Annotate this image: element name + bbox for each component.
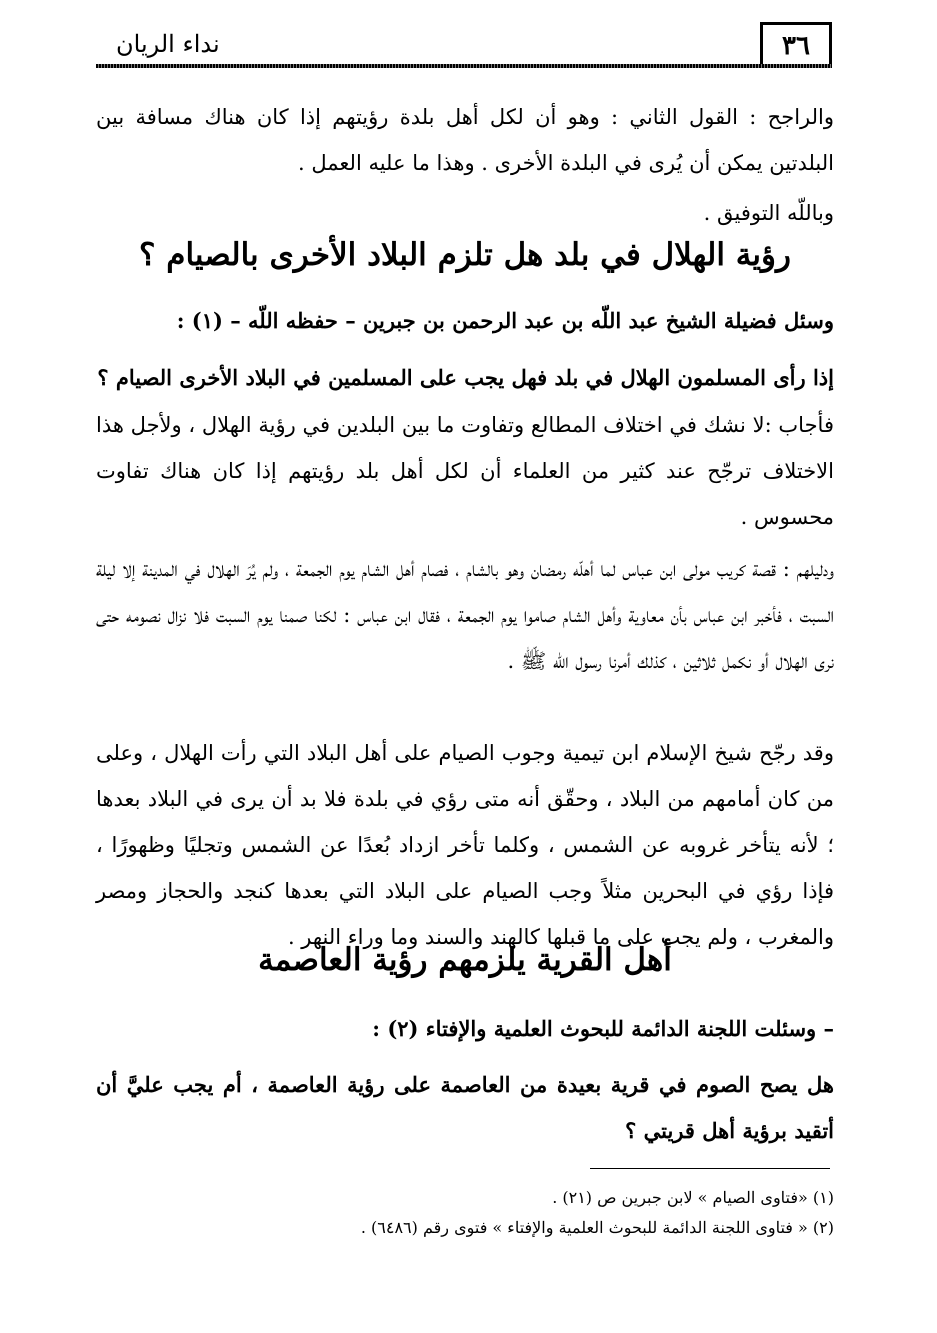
paragraph-text: والراجح : القول الثاني : وهو أن لكل أهل بلدة رؤيتهم إذا كان هناك مسافة بين البلدتين يمكن أن يُرى في البلدة الأخرى . وهذا ما عليه العمل . — [96, 105, 834, 175]
paragraph-text: – وسئلت اللجنة الدائمة للبحوث العلمية والإفتاء (٢) : — [372, 1016, 834, 1041]
answer-paragraph-3 — [96, 730, 834, 960]
page-number: ٣٦ — [760, 22, 832, 67]
section-heading-2: أهل القرية يلزمهم رؤية العاصمة — [258, 942, 672, 978]
paragraph-text: هل يصح الصوم في قرية بعيدة من العاصمة على رؤية العاصمة ، أم يجب عليَّ أن أتقيد برؤية أهل قريتي ؟ — [96, 1072, 834, 1143]
footnote-1: (١) «فتاوى الصيام » لابن جبرين ص (٢١) . — [552, 1188, 834, 1207]
question-1 — [96, 355, 834, 401]
section-heading-1: رؤية الهلال في بلد هل تلزم البلاد الأخرى بالصيام ؟ — [139, 237, 791, 273]
paragraph-text: إذا رأى المسلمون الهلال في بلد فهل يجب على المسلمين في البلاد الأخرى الصيام ؟ — [97, 365, 834, 390]
footnote-rule — [590, 1168, 830, 1169]
paragraph-closing — [96, 190, 834, 236]
footnote-2: (٢) « فتاوى اللجنة الدائمة للبحوث العلمية والإفتاء » فتوى رقم (٦٤٨٦) . — [360, 1218, 834, 1237]
header-rule — [96, 64, 832, 68]
page-header — [96, 22, 832, 68]
question-intro-1 — [96, 298, 834, 344]
paragraph-conclusion — [96, 94, 834, 186]
answer-paragraph-2 — [96, 546, 834, 684]
paragraph-text: وسئل فضيلة الشيخ عبد اللّه بن عبد الرحمن بن جبرين – حفظه اللّه – (١) : — [176, 308, 834, 333]
paragraph-text: وباللّه التوفيق . — [703, 201, 834, 225]
paragraph-text: وقد رجّح شيخ الإسلام ابن تيمية وجوب الصيام على أهل البلاد التي رأت الهلال ، وعلى من كان أمامهم من البلاد ، وحقّق أنه متى رؤي في بلدة فلا بد أن يرى في البلاد بعدها ؛ لأنه يتأخر غروبه عن الشمس ، وكلما تأخر ازداد بُعدًا عن الشمس وتجليًا وظهورًا ، فإذا رؤي في البحرين مثلاً وجب الصيام على البلاد التي بعدها كنجد والحجاز ومصر والمغرب ، ولم يجب على ما قبلها كالهند والسند وما وراء النهر . — [96, 741, 834, 949]
paragraph-text: فأجاب :لا نشك في اختلاف المطالع وتفاوت ما بين البلدين في رؤية الهلال ، ولأجل هذا الاختلاف ترجّح عند كثير من العلماء أن لكل أهل بلد رؤيتهم إذا كان هناك تفاوت محسوس . — [96, 413, 834, 529]
question-intro-2 — [96, 1006, 834, 1052]
paragraph-text: ودليلهم : قصة كريب مولى ابن عباس لما أهلّه رمضان وهو بالشام ، فصام أهل الشام يوم الجمعة ، ولم يُرَ الهلال في المدينة إلا ليلة السبت ، فأخبر ابن عباس بأن معاوية وأهل الشام صاموا يوم الجمعة ، فقال ابن عباس : لكنا صمنا يوم السبت فلا نزال نصومه حتى نرى الهلال أو نكمل ثلاثين ، كذلك أمرنا رسول اللّه ﷺ . — [96, 557, 834, 673]
question-2 — [96, 1062, 834, 1154]
answer-paragraph-1 — [96, 402, 834, 540]
running-title: نداء الريان — [116, 30, 220, 58]
